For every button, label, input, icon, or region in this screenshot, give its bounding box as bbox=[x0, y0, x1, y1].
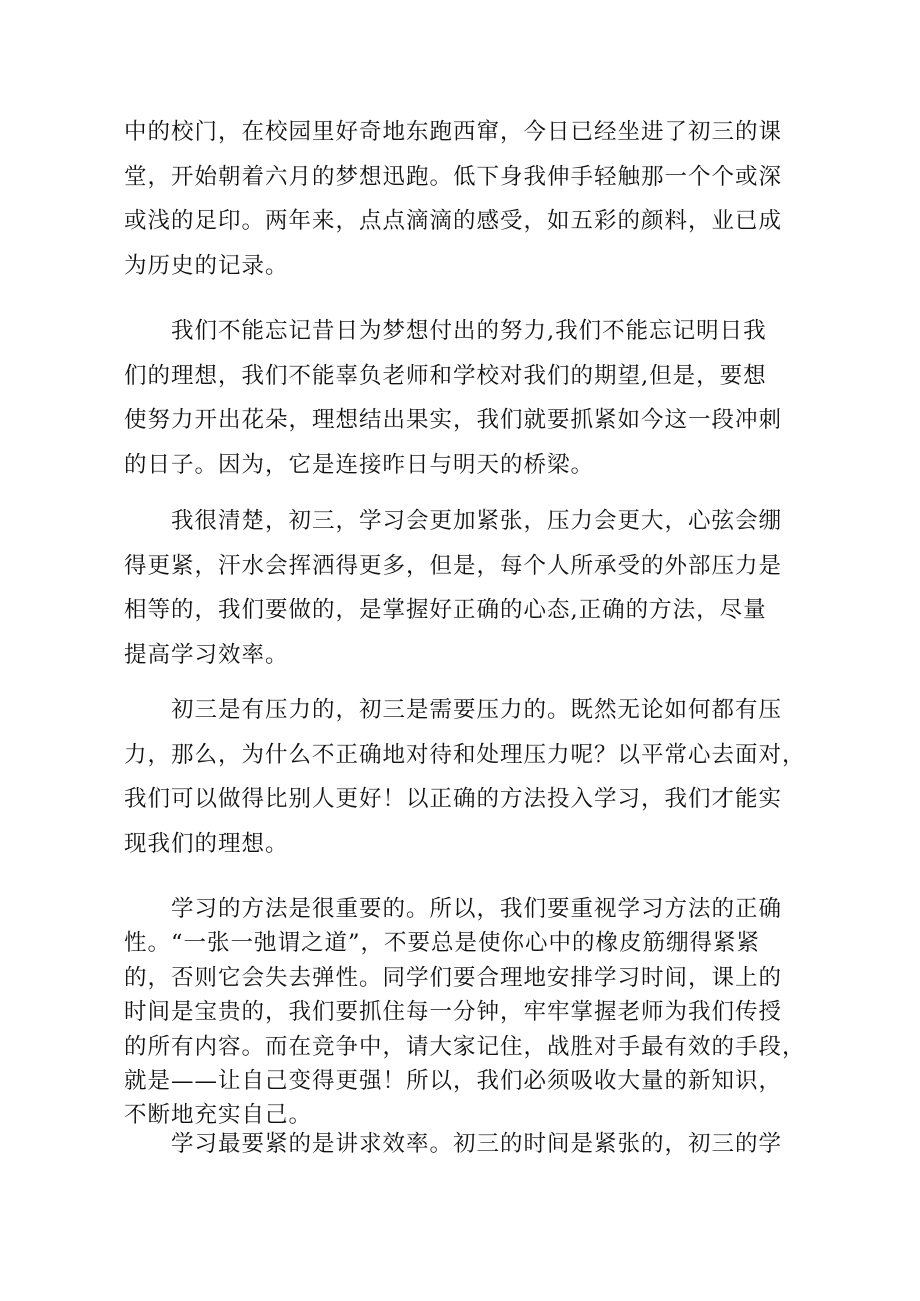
text-line: 相等的，我们要做的，是掌握好正确的心态,正确的方法，尽量 bbox=[124, 597, 767, 623]
paragraph-4 bbox=[124, 688, 804, 866]
text-line: 性。“一张一弛谓之道”，不要总是使你心中的橡皮筋绷得紧紧 bbox=[124, 930, 761, 957]
text-line: 就是——让自己变得更强！所以，我们必须吸收大量的新知识， bbox=[124, 1068, 783, 1095]
text-line: 现我们的理想。 bbox=[124, 830, 289, 857]
text-line: 力，那么，为什么不正确地对待和处理压力呢？以平常心去面对， bbox=[124, 741, 806, 768]
text-line: 我们可以做得比别人更好！以正确的方法投入学习，我们才能实 bbox=[124, 786, 783, 812]
text-line: 初三是有压力的，初三是需要压力的。既然无论如何都有压 bbox=[124, 697, 783, 723]
text-line: 使努力开出花朵，理想结出果实，我们就要抓紧如今这一段冲刺 bbox=[124, 407, 783, 433]
paragraph-6 bbox=[124, 1122, 804, 1167]
text-line: 的所有内容。而在竞争中，请大家记住，战胜对手最有效的手段， bbox=[124, 1033, 806, 1060]
text-line: 提高学习效率。 bbox=[124, 641, 289, 668]
text-line: 得更紧，汗水会挥洒得更多，但是，每个人所承受的外部压力是 bbox=[124, 552, 783, 579]
text-line: 我们不能忘记昔日为梦想付出的努力,我们不能忘记明日我 bbox=[124, 318, 767, 344]
text-line: 或浅的足印。两年来，点点滴滴的感受，如五彩的颜料，业已成 bbox=[124, 208, 783, 234]
text-line: 的日子。因为，它是连接昨日与明天的桥梁。 bbox=[124, 451, 595, 478]
text-line: 堂，开始朝着六月的梦想迅跑。低下身我伸手轻触那一个个或深 bbox=[124, 163, 783, 190]
text-line: 为历史的记录。 bbox=[124, 252, 289, 279]
text-line: 我很清楚，初三，学习会更加紧张，压力会更大，心弦会绷 bbox=[124, 508, 783, 534]
text-line: 时间是宝贵的，我们要抓住每一分钟，牢牢掌握老师为我们传授 bbox=[124, 999, 783, 1026]
text-line: 学习的方法是很重要的。所以，我们要重视学习方法的正确 bbox=[124, 896, 783, 922]
text-line: 学习最要紧的是讲求效率。初三的时间是紧张的，初三的学 bbox=[124, 1131, 783, 1157]
paragraph-5 bbox=[124, 892, 804, 1133]
text-line: 不断地充实自己。 bbox=[124, 1102, 313, 1129]
paragraph-3 bbox=[124, 499, 804, 677]
text-line: 们的理想，我们不能辜负老师和学校对我们的期望,但是，要想 bbox=[124, 362, 767, 389]
text-line: 的，否则它会失去弹性。同学们要合理地安排学习时间，课上的 bbox=[124, 964, 783, 991]
paragraph-2 bbox=[124, 309, 804, 487]
paragraph-1 bbox=[124, 110, 804, 288]
text-line: 中的校门，在校园里好奇地东跑西窜，今日已经坐进了初三的课 bbox=[124, 119, 783, 145]
